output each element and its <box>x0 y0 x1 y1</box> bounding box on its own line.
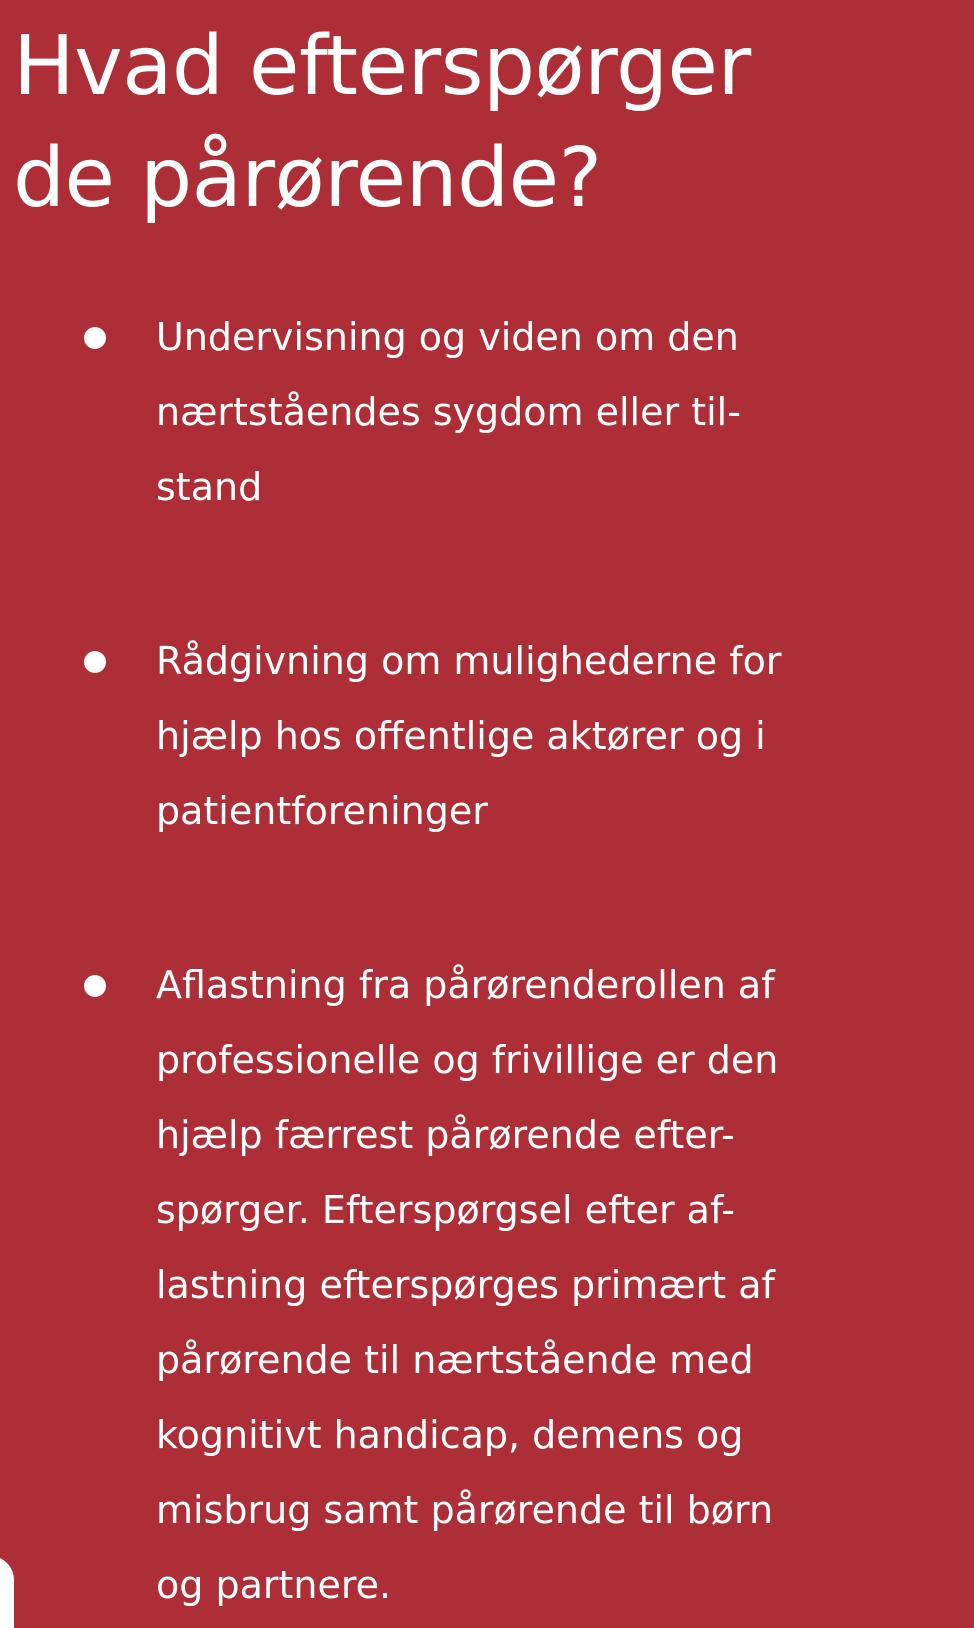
screen-edge-decoration <box>0 1556 14 1628</box>
bullet-text: Aflastning fra pårørenderollen af professionelle og frivillige er den hjælp færrest pårørende efter- spørger. Efterspørgsel efter af- lastning efterspørges primært af pårørende til nærtstående med kognitivt handicap, demens og misbrug samt pårørende til børn og partnere. <box>156 963 779 1607</box>
bullet-dot-icon <box>84 651 106 673</box>
bullet-text: Rådgivning om mulighederne for hjælp hos offentlige aktører og i patientforeninger <box>156 639 782 833</box>
bullet-dot-icon <box>84 327 106 349</box>
bullet-dot-icon <box>84 975 106 997</box>
page-title: Hvad efterspørger de pårørende? <box>13 19 751 226</box>
bullet-text: Undervisning og viden om den nærtståendes sygdom eller til- stand <box>156 315 741 509</box>
